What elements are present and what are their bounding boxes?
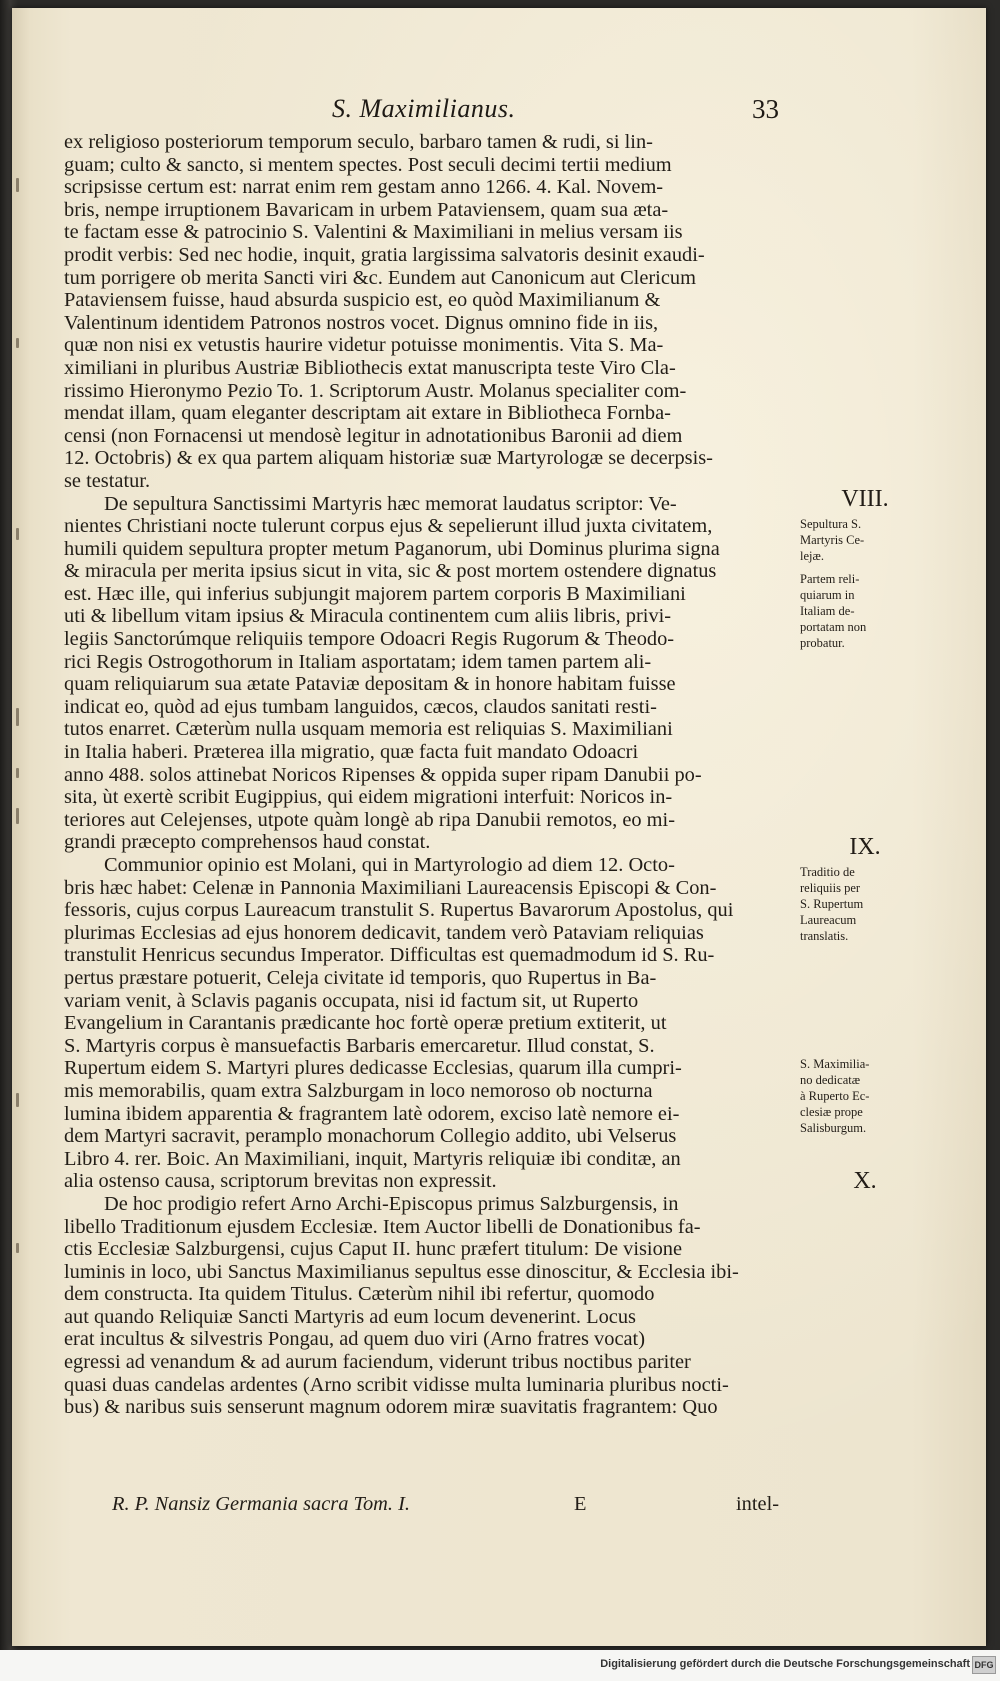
funding-credit: Digitalisierung gefördert durch die Deutsche Forschungsgemeinschaft: [600, 1658, 970, 1670]
margin-note: [790, 486, 940, 564]
dfg-logo: DFG: [972, 1656, 996, 1674]
margin-note-line: clesiæ prope: [800, 1105, 863, 1119]
text-line: uti & libellum vitam ipsius & Miracula continentem cum aliis libris, privi-: [64, 605, 672, 628]
text-line: quam reliquiarum sua ætate Pataviæ depositam & in honore habitam fuisse: [64, 673, 676, 696]
margin-note-line: Salisburgum.: [800, 1121, 867, 1135]
margin-note-line: probatur.: [800, 636, 845, 650]
footer-bar: [0, 1650, 1000, 1681]
section-number: X.: [853, 1168, 877, 1194]
text-line: se testatur.: [64, 469, 151, 492]
text-line: in Italia haberi. Præterea illa migratio, quæ facta fuit mandato Odoacri: [64, 741, 639, 764]
text-line: Pataviensem fuisse, haud absurda suspicio est, eo quòd Maximilianum &: [64, 289, 661, 312]
section-number: IX.: [849, 834, 881, 860]
book-page: [12, 8, 986, 1646]
page-number: 33: [752, 94, 779, 124]
text-line: nientes Christiani nocte tulerunt corpus ejus & sepelierunt illud juxta civitatem,: [64, 515, 713, 538]
text-line: fessoris, cujus corpus Laureacum transtulit S. Rupertus Bavarorum Apostolus, qui: [64, 899, 734, 922]
text-line: & miracula per merita ipsius sicut in vita, sic & post mortem ostendere dignatus: [64, 560, 717, 583]
text-line: dem Martyri sacravit, peramplo monachorum Collegio addito, ubi Velserus: [64, 1125, 677, 1148]
margin-note-line: Sepultura S.: [800, 517, 862, 531]
margin-note: [790, 1168, 940, 1198]
margin-note-line: S. Maximilia-: [800, 1057, 870, 1071]
margin-note-line: translatis.: [800, 929, 849, 943]
text-line: pertus præstare potuerit, Celeja civitate id temporis, quo Rupertus in Ba-: [64, 966, 657, 989]
text-line: legiis Sanctorúmque reliquiis tempore Odoacri Regis Rugorum & Theodo-: [64, 628, 675, 651]
margin-note-line: reliquiis per: [800, 881, 861, 895]
text-line: Valentinum identidem Patronos nostros vocet. Dignus omnino fide in iis,: [64, 311, 659, 334]
text-line: teriores aut Celejenses, utpote quàm longè ab ripa Danubii remotos, eo mi-: [64, 808, 675, 831]
text-line: Libro 4. rer. Boic. An Maximiliani, inquit, Martyris reliquiæ ibi conditæ, an: [64, 1147, 681, 1170]
paragraph: [64, 493, 784, 855]
text-line: plurimas Ecclesias ad ejus honorem dedicavit, tandem verò Pataviam reliquias: [64, 921, 704, 944]
text-line: Evangelium in Carantanis prædicante hoc fortè operæ pretium extiterit, ut: [64, 1012, 667, 1035]
paragraph: [64, 854, 784, 1193]
margin-note-line: quiarum in: [800, 588, 855, 602]
text-line: aut quando Reliquiæ Sancti Martyris ad eum locum devenerint. Locus: [64, 1305, 636, 1328]
text-line: luminis in loco, ubi Sanctus Maximilianus sepultus esse dinoscitur, & Ecclesia ibi-: [64, 1260, 739, 1283]
text-line: Communior opinio est Molani, qui in Martyrologio ad diem 12. Octo-: [104, 854, 675, 876]
running-title: S. Maximilianus.: [332, 94, 516, 123]
main-text: [64, 131, 784, 1419]
margin-note-line: S. Rupertum: [800, 897, 864, 911]
text-line: anno 488. solos attinebat Noricos Ripenses & oppida super ripam Danubii po-: [64, 763, 702, 786]
text-line: 12. Octobris) & ex qua partem aliquam historiæ suæ Martyrologæ se decerpsis-: [64, 447, 713, 470]
signature-line: [112, 1493, 792, 1519]
text-line: egressi ad venandum & ad aurum faciendum, viderunt tribus noctibus pariter: [64, 1351, 691, 1374]
catchword: intel-: [736, 1493, 780, 1515]
margin-note-line: no dedicatæ: [800, 1073, 861, 1087]
margin-note-line: à Ruperto Ec-: [800, 1089, 870, 1103]
margin-note-line: portatam non: [800, 620, 867, 634]
margin-note-line: Martyris Ce-: [800, 533, 865, 547]
paragraph: [64, 131, 784, 493]
text-line: libello Traditionum ejusdem Ecclesiæ. Item Auctor libelli de Donationibus fa-: [64, 1215, 701, 1238]
text-line: bris hæc habet: Celenæ in Pannonia Maximiliani Laureacensis Episcopi & Con-: [64, 876, 717, 899]
margin-note: [790, 834, 940, 944]
text-line: mis memorabilis, quam extra Salzburgam in loco nemoroso ob nocturna: [64, 1079, 653, 1102]
text-line: quæ non nisi ex vetustis haurire videtur potuisse monimentis. Vita S. Ma-: [64, 334, 664, 357]
text-line: Rupertum eidem S. Martyri plures dedicasse Ecclesias, quarum illa cumpri-: [64, 1057, 682, 1080]
text-line: lumina ibidem apparentia & fragrantem latè odorem, exciso latè nemore ei-: [64, 1102, 680, 1125]
text-line: est. Hæc ille, qui inferius subjungit majorem partem corporis B Maximiliani: [64, 582, 686, 605]
section-number: VIII.: [841, 486, 889, 512]
text-line: S. Martyris corpus è mansuefactis Barbaris emercaretur. Illud constat, S.: [64, 1034, 655, 1057]
text-line: ex religioso posteriorum temporum seculo, barbaro tamen & rudi, si lin-: [64, 131, 653, 153]
text-line: tutos enarret. Cæterùm nulla usquam memoria est reliquias S. Maximiliani: [64, 718, 673, 741]
text-line: transtulit Henricus secundus Imperator. Difficultas est quemadmodum id S. Ru-: [64, 944, 715, 967]
text-line: tum porrigere ob merita Sancti viri &c. Eundem aut Canonicum aut Clericum: [64, 266, 696, 289]
running-head: [12, 94, 986, 134]
margin-note-line: Laureacum: [800, 913, 857, 927]
signature-mark: E: [574, 1493, 587, 1515]
text-line: ctis Ecclesiæ Salzburgensi, cujus Caput II. hunc præfert titulum: De visione: [64, 1238, 683, 1261]
margin-note: [790, 571, 940, 651]
text-line: De hoc prodigio refert Arno Archi-Episcopus primus Salzburgensis, in: [104, 1192, 679, 1215]
book-reference: R. P. Nansiz Germania sacra Tom. I.: [112, 1493, 410, 1515]
text-line: rici Regis Ostrogothorum in Italiam asportatam; idem tamen partem ali-: [64, 650, 652, 673]
margin-note: [790, 1056, 940, 1136]
paragraph: [64, 1193, 784, 1419]
text-line: De sepultura Sanctissimi Martyris hæc memorat laudatus scriptor: Ve-: [104, 492, 677, 515]
margin-note-line: Italiam de-: [800, 604, 855, 618]
gutter-marks: [12, 8, 30, 1646]
text-line: erat incultus & silvestris Pongau, ad quem duo viri (Arno fratres vocat): [64, 1328, 645, 1351]
text-line: sita, ùt exertè scribit Eugippius, qui eidem migrationi interfuit: Noricos in-: [64, 786, 673, 809]
text-line: grandi præcepto comprehensos haud constat.: [64, 831, 431, 854]
text-line: te factam esse & patrocinio S. Valentini & Maximiliani in melius versam iis: [64, 221, 683, 244]
text-line: variam venit, à Sclavis paganis occupata, nisi id factum sit, ut Ruperto: [64, 989, 639, 1012]
margin-note-line: lejæ.: [800, 549, 824, 563]
margin-note-line: Partem reli-: [800, 572, 860, 586]
text-line: mendat illam, quam eleganter descriptam ait extare in Bibliotheca Fornba-: [64, 402, 671, 425]
text-line: ximiliani in pluribus Austriæ Bibliothecis extat manuscripta teste Viro Cla-: [64, 356, 676, 379]
text-line: bus) & naribus suis senserunt magnum odorem miræ suavitatis fragrantem: Quo: [64, 1396, 718, 1419]
text-line: indicat eo, quòd ad ejus tumbam languidos, cæcos, claudos sanitati resti-: [64, 695, 657, 718]
text-line: scripsisse certum est: narrat enim rem gestam anno 1266. 4. Kal. Novem-: [64, 176, 664, 199]
text-line: censi (non Fornacensi ut mendosè legitur in adnotationibus Baronii ad diem: [64, 424, 683, 447]
margin-note-line: Traditio de: [800, 865, 855, 879]
text-line: prodit verbis: Sed nec hodie, inquit, gratia largissima salvatoris desinit exaudi-: [64, 243, 705, 266]
text-line: alia ostenso causa, scriptorum brevitas non expressit.: [64, 1170, 497, 1193]
text-line: guam; culto & sancto, si mentem spectes. Post seculi decimi tertii medium: [64, 153, 672, 176]
text-line: rissimo Hieronymo Pezio To. 1. Scriptorum Austr. Molanus specialiter com-: [64, 379, 687, 402]
text-line: dem constructa. Ita quidem Titulus. Cæterùm nihil ibi refertur, quomodo: [64, 1283, 655, 1306]
text-line: bris, nempe irruptionem Bavaricam in urbem Pataviensem, quam sua æta-: [64, 198, 669, 221]
text-line: quasi duas candelas ardentes (Arno scribit vidisse multa luminaria pluribus nocti-: [64, 1373, 729, 1396]
text-line: humili quidem sepultura propter metum Paganorum, ubi Dominus plurima signa: [64, 537, 720, 560]
